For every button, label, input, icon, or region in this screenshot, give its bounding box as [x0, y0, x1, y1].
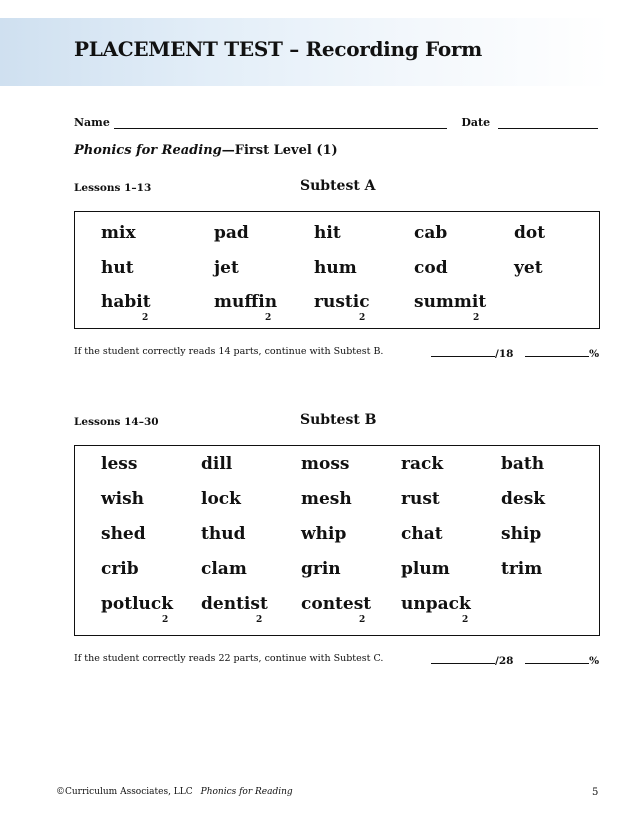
word-hit: hit — [314, 223, 341, 243]
word-dot: dot — [514, 223, 546, 243]
word-rack: rack — [401, 454, 444, 474]
footer-copyright: ©Curriculum Associates, LLC — [56, 787, 193, 797]
word-unpack: unpack — [401, 594, 471, 614]
subtest-a-score — [431, 345, 599, 360]
score-b-total: /28 — [495, 655, 514, 667]
percent-b-sign: % — [589, 655, 600, 667]
word-grin: grin — [301, 559, 341, 579]
word-cab: cab — [414, 223, 448, 243]
word-contest: contest — [301, 594, 372, 614]
word-mesh: mesh — [301, 489, 352, 509]
word-thud: thud — [201, 524, 246, 544]
program-level: —First Level (1) — [221, 143, 338, 158]
word-wish: wish — [101, 489, 145, 509]
word-plum: plum — [401, 559, 450, 579]
page-title: PLACEMENT TEST – Recording Form — [74, 37, 482, 61]
word-yet: yet — [514, 258, 543, 278]
score-b-field[interactable] — [431, 652, 495, 664]
word-bath: bath — [501, 454, 545, 474]
subtest-b-lessons: Lessons 14–30 — [74, 416, 159, 428]
word-hut: hut — [101, 258, 134, 278]
word-muffin: muffin — [214, 292, 278, 312]
date-label: Date — [461, 116, 491, 129]
word-moss: moss — [301, 454, 350, 474]
word-summit: summit — [414, 292, 487, 312]
subtest-b-title: Subtest B — [300, 412, 377, 428]
subtest-a-title: Subtest A — [300, 178, 376, 194]
subtest-a-note: If the student correctly reads 14 parts, continue with Subtest B. — [74, 346, 384, 357]
date-field[interactable] — [498, 117, 598, 129]
syllable-count: 2 — [462, 615, 469, 625]
syllable-count: 2 — [359, 313, 366, 323]
page-number: 5 — [592, 787, 599, 798]
footer — [56, 787, 293, 797]
percent-a-sign: % — [589, 348, 600, 360]
word-less: less — [101, 454, 138, 474]
word-chat: chat — [401, 524, 443, 544]
program-line — [74, 143, 338, 158]
word-jet: jet — [214, 258, 239, 278]
word-pad: pad — [214, 223, 249, 243]
word-cod: cod — [414, 258, 448, 278]
syllable-count: 2 — [256, 615, 263, 625]
syllable-count: 2 — [359, 615, 366, 625]
word-ship: ship — [501, 524, 542, 544]
program-title: Phonics for Reading — [74, 143, 222, 158]
word-lock: lock — [201, 489, 241, 509]
word-desk: desk — [501, 489, 546, 509]
percent-a-field[interactable] — [525, 345, 589, 357]
word-shed: shed — [101, 524, 146, 544]
score-a-field[interactable] — [431, 345, 495, 357]
word-habit: habit — [101, 292, 151, 312]
name-label: Name — [74, 116, 110, 129]
name-date-row — [74, 113, 598, 129]
syllable-count: 2 — [473, 313, 480, 323]
syllable-count: 2 — [142, 313, 149, 323]
word-dentist: dentist — [201, 594, 268, 614]
footer-program: Phonics for Reading — [200, 787, 293, 797]
syllable-count: 2 — [265, 313, 272, 323]
percent-b-field[interactable] — [525, 652, 589, 664]
word-potluck: potluck — [101, 594, 174, 614]
syllable-count: 2 — [162, 615, 169, 625]
word-rustic: rustic — [314, 292, 370, 312]
word-rust: rust — [401, 489, 440, 509]
subtest-b-score — [431, 652, 599, 667]
name-field[interactable] — [114, 117, 448, 129]
word-clam: clam — [201, 559, 247, 579]
word-mix: mix — [101, 223, 136, 243]
subtest-b-note: If the student correctly reads 22 parts, continue with Subtest C. — [74, 653, 384, 664]
word-dill: dill — [201, 454, 233, 474]
word-whip: whip — [301, 524, 347, 544]
score-a-total: /18 — [495, 348, 514, 360]
word-crib: crib — [101, 559, 139, 579]
subtest-a-lessons: Lessons 1–13 — [74, 182, 152, 194]
word-trim: trim — [501, 559, 543, 579]
word-hum: hum — [314, 258, 357, 278]
